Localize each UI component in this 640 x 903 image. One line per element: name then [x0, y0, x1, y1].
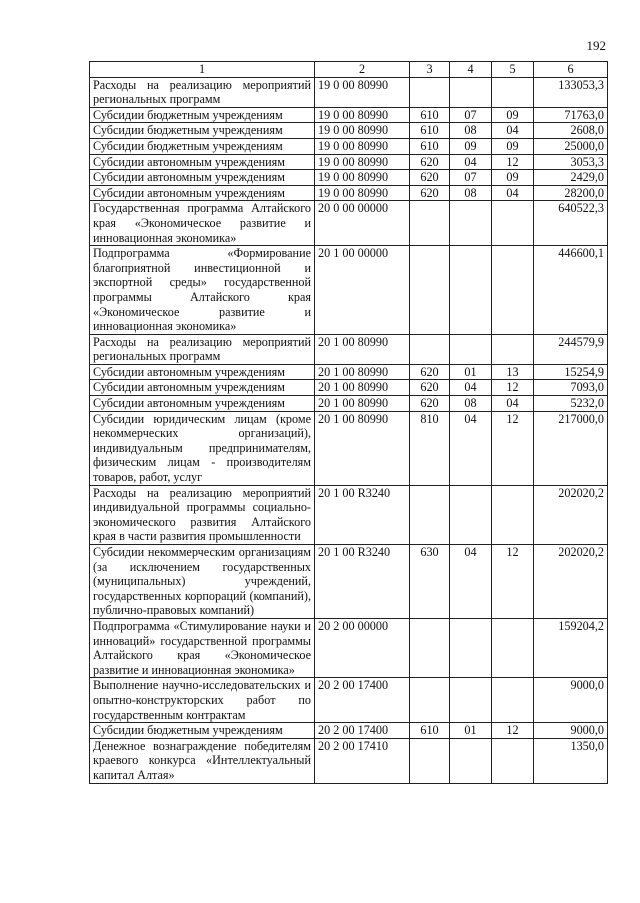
row-amount-cell: 159204,2 [534, 618, 608, 677]
row-code-cell: 20 2 00 17410 [315, 738, 410, 783]
column-header-4: 4 [450, 62, 492, 78]
row-name-cell: Субсидии бюджетным учреждениям [90, 107, 315, 123]
row-col4-cell: 01 [450, 364, 492, 380]
row-col3-cell [410, 618, 450, 677]
row-col5-cell [492, 77, 534, 107]
row-amount-cell: 133053,3 [534, 77, 608, 107]
row-col5-cell [492, 678, 534, 723]
column-header-1: 1 [90, 62, 315, 78]
row-col3-cell [410, 77, 450, 107]
row-code-cell: 20 1 00 R3240 [315, 485, 410, 544]
table-row [90, 618, 608, 677]
table-row [90, 138, 608, 154]
column-header-6: 6 [534, 62, 608, 78]
row-col4-cell: 08 [450, 123, 492, 139]
table-row [90, 334, 608, 364]
row-amount-cell: 202020,2 [534, 485, 608, 544]
row-col4-cell: 04 [450, 380, 492, 396]
budget-table [89, 61, 608, 784]
row-amount-cell: 202020,2 [534, 545, 608, 619]
table-row [90, 154, 608, 170]
row-amount-cell: 9000,0 [534, 723, 608, 739]
row-col4-cell: 04 [450, 154, 492, 170]
row-col3-cell [410, 201, 450, 246]
row-amount-cell: 217000,0 [534, 411, 608, 485]
table-row [90, 246, 608, 335]
table-row [90, 678, 608, 723]
row-col5-cell [492, 334, 534, 364]
row-col3-cell [410, 334, 450, 364]
row-col5-cell: 12 [492, 380, 534, 396]
page-number: 192 [586, 38, 606, 53]
row-name-cell: Расходы на реализацию мероприятий индивидуальной программы социально-экономического развития Алтайского края в части развития промышленности [90, 485, 315, 544]
row-col4-cell [450, 485, 492, 544]
row-name-cell: Субсидии автономным учреждениям [90, 185, 315, 201]
row-name-cell: Субсидии бюджетным учреждениям [90, 123, 315, 139]
row-col3-cell: 610 [410, 107, 450, 123]
row-col3-cell [410, 678, 450, 723]
row-col4-cell [450, 678, 492, 723]
row-col5-cell [492, 485, 534, 544]
row-col3-cell: 810 [410, 411, 450, 485]
row-col3-cell: 610 [410, 123, 450, 139]
row-col3-cell: 610 [410, 723, 450, 739]
column-header-2: 2 [315, 62, 410, 78]
row-col3-cell [410, 738, 450, 783]
row-col5-cell: 04 [492, 396, 534, 412]
row-name-cell: Субсидии автономным учреждениям [90, 380, 315, 396]
table-row [90, 396, 608, 412]
row-code-cell: 20 2 00 17400 [315, 678, 410, 723]
row-amount-cell: 7093,0 [534, 380, 608, 396]
row-col3-cell: 630 [410, 545, 450, 619]
table-row [90, 123, 608, 139]
row-col4-cell: 08 [450, 396, 492, 412]
row-amount-cell: 28200,0 [534, 185, 608, 201]
row-col3-cell: 610 [410, 138, 450, 154]
table-row [90, 723, 608, 739]
row-col5-cell: 09 [492, 107, 534, 123]
table-header-row [90, 62, 608, 78]
row-name-cell: Субсидии автономным учреждениям [90, 154, 315, 170]
table-body [90, 77, 608, 783]
row-name-cell: Субсидии автономным учреждениям [90, 364, 315, 380]
table-row [90, 364, 608, 380]
column-header-5: 5 [492, 62, 534, 78]
row-code-cell: 20 1 00 R3240 [315, 545, 410, 619]
table-row [90, 201, 608, 246]
row-col4-cell: 04 [450, 411, 492, 485]
row-amount-cell: 71763,0 [534, 107, 608, 123]
row-code-cell: 20 1 00 80990 [315, 396, 410, 412]
row-code-cell: 19 0 00 80990 [315, 154, 410, 170]
row-code-cell: 19 0 00 80990 [315, 170, 410, 186]
row-col4-cell: 04 [450, 545, 492, 619]
row-code-cell: 20 0 00 00000 [315, 201, 410, 246]
row-col3-cell [410, 246, 450, 335]
row-name-cell: Субсидии бюджетным учреждениям [90, 138, 315, 154]
row-amount-cell: 3053,3 [534, 154, 608, 170]
row-col5-cell: 09 [492, 170, 534, 186]
row-col5-cell: 13 [492, 364, 534, 380]
row-name-cell: Выполнение научно-исследовательских и опытно-конструкторских работ по государственным контрактам [90, 678, 315, 723]
row-name-cell: Денежное вознаграждение победителям краевого конкурса «Интеллектуальный капитал Алтая» [90, 738, 315, 783]
row-col5-cell [492, 738, 534, 783]
row-col5-cell: 12 [492, 545, 534, 619]
row-code-cell: 19 0 00 80990 [315, 185, 410, 201]
row-col5-cell: 09 [492, 138, 534, 154]
row-amount-cell: 1350,0 [534, 738, 608, 783]
row-col4-cell [450, 738, 492, 783]
row-col3-cell: 620 [410, 380, 450, 396]
row-col4-cell: 01 [450, 723, 492, 739]
row-col5-cell: 12 [492, 723, 534, 739]
row-col5-cell [492, 246, 534, 335]
row-code-cell: 20 2 00 17400 [315, 723, 410, 739]
table-row [90, 170, 608, 186]
row-amount-cell: 2608,0 [534, 123, 608, 139]
row-col3-cell: 620 [410, 154, 450, 170]
table-row [90, 485, 608, 544]
row-col5-cell: 12 [492, 411, 534, 485]
row-code-cell: 19 0 00 80990 [315, 77, 410, 107]
row-col4-cell: 08 [450, 185, 492, 201]
row-col3-cell: 620 [410, 185, 450, 201]
row-col3-cell: 620 [410, 170, 450, 186]
row-code-cell: 20 1 00 80990 [315, 411, 410, 485]
row-col5-cell [492, 618, 534, 677]
row-code-cell: 19 0 00 80990 [315, 107, 410, 123]
row-name-cell: Субсидии бюджетным учреждениям [90, 723, 315, 739]
row-name-cell: Государственная программа Алтайского края «Экономическое развитие и инновационная экономика» [90, 201, 315, 246]
row-amount-cell: 2429,0 [534, 170, 608, 186]
row-name-cell: Субсидии юридическим лицам (кроме некоммерческих организаций), индивидуальным предпринимателям, физическим лицам - производителям товаров, работ, услуг [90, 411, 315, 485]
row-name-cell: Субсидии некоммерческим организациям (за исключением государственных (муниципальных) учреждений, государственных корпораций (компаний), публично-правовых компаний) [90, 545, 315, 619]
row-name-cell: Подпрограмма «Стимулирование науки и инноваций» государственной программы Алтайского края «Экономическое развитие и инновационная экономика» [90, 618, 315, 677]
table-row [90, 380, 608, 396]
row-amount-cell: 244579,9 [534, 334, 608, 364]
row-amount-cell: 9000,0 [534, 678, 608, 723]
row-code-cell: 19 0 00 80990 [315, 138, 410, 154]
row-name-cell: Подпрограмма «Формирование благоприятной инвестиционной и экспортной среды» государственной программы Алтайского края «Экономическое развитие и инновационная экономика» [90, 246, 315, 335]
table-row [90, 545, 608, 619]
row-amount-cell: 446600,1 [534, 246, 608, 335]
row-code-cell: 19 0 00 80990 [315, 123, 410, 139]
table-row [90, 411, 608, 485]
row-amount-cell: 15254,9 [534, 364, 608, 380]
row-col4-cell: 09 [450, 138, 492, 154]
row-name-cell: Субсидии автономным учреждениям [90, 396, 315, 412]
row-code-cell: 20 1 00 80990 [315, 380, 410, 396]
table-row [90, 185, 608, 201]
row-col4-cell: 07 [450, 107, 492, 123]
row-col4-cell [450, 201, 492, 246]
row-name-cell: Расходы на реализацию мероприятий региональных программ [90, 77, 315, 107]
row-code-cell: 20 2 00 00000 [315, 618, 410, 677]
row-col5-cell: 04 [492, 123, 534, 139]
column-header-3: 3 [410, 62, 450, 78]
row-col4-cell [450, 334, 492, 364]
row-name-cell: Субсидии автономным учреждениям [90, 170, 315, 186]
row-col4-cell [450, 246, 492, 335]
row-code-cell: 20 1 00 80990 [315, 364, 410, 380]
row-col4-cell [450, 618, 492, 677]
table-row [90, 738, 608, 783]
row-col5-cell: 04 [492, 185, 534, 201]
row-col5-cell: 12 [492, 154, 534, 170]
row-name-cell: Расходы на реализацию мероприятий региональных программ [90, 334, 315, 364]
table-row [90, 77, 608, 107]
row-col4-cell: 07 [450, 170, 492, 186]
row-amount-cell: 640522,3 [534, 201, 608, 246]
row-amount-cell: 5232,0 [534, 396, 608, 412]
table-row [90, 107, 608, 123]
row-code-cell: 20 1 00 00000 [315, 246, 410, 335]
row-col3-cell: 620 [410, 364, 450, 380]
row-col3-cell [410, 485, 450, 544]
row-code-cell: 20 1 00 80990 [315, 334, 410, 364]
row-col4-cell [450, 77, 492, 107]
row-col3-cell: 620 [410, 396, 450, 412]
row-amount-cell: 25000,0 [534, 138, 608, 154]
row-col5-cell [492, 201, 534, 246]
